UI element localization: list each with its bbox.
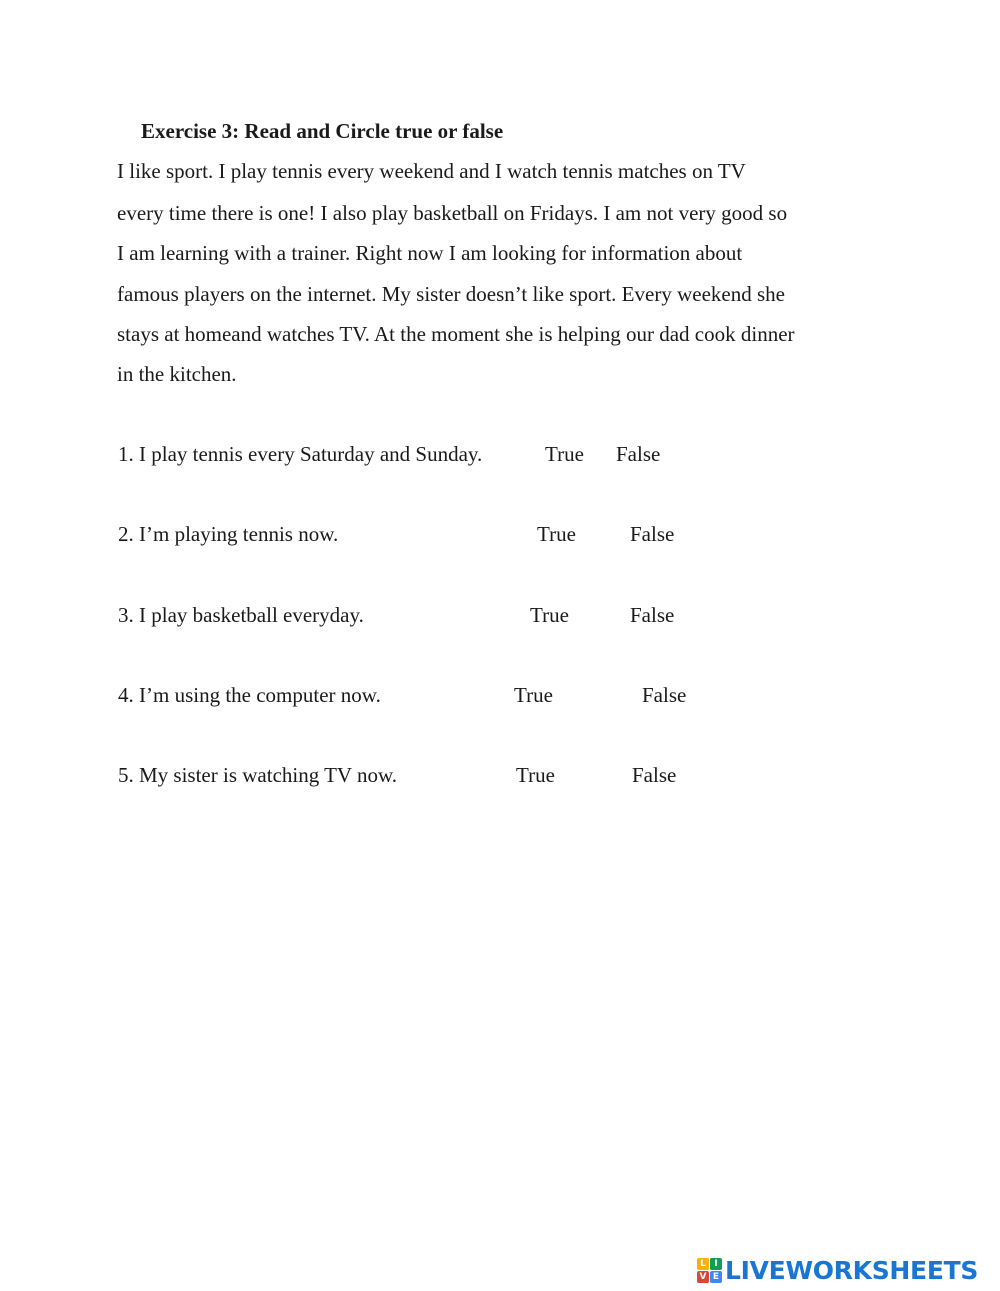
liveworksheets-logo-text: LIVEWORKSHEETS: [725, 1255, 979, 1285]
true-option[interactable]: True: [530, 603, 569, 627]
true-option[interactable]: True: [537, 522, 576, 546]
logo-letter-i: I: [710, 1258, 722, 1270]
passage-line: in the kitchen.: [117, 362, 237, 386]
exercise-title: Exercise 3: Read and Circle true or false: [141, 119, 504, 143]
false-option[interactable]: False: [642, 683, 687, 707]
question-text: 2. I’m playing tennis now.: [118, 522, 339, 546]
false-option[interactable]: False: [632, 763, 677, 787]
question-text: 3. I play basketball everyday.: [118, 603, 364, 627]
passage-line: famous players on the internet. My sister doesn’t like sport. Every weekend she: [117, 282, 785, 306]
true-option[interactable]: True: [516, 763, 555, 787]
question-text: 4. I’m using the computer now.: [118, 683, 381, 707]
passage-line: every time there is one! I also play basketball on Fridays. I am not very good so: [117, 201, 788, 225]
false-option[interactable]: False: [630, 522, 675, 546]
true-option[interactable]: True: [545, 442, 584, 466]
true-option[interactable]: True: [514, 683, 553, 707]
passage-line: I like sport. I play tennis every weekend and I watch tennis matches on TV: [117, 159, 746, 183]
passage-line: stays at homeand watches TV. At the moment she is helping our dad cook dinner: [117, 322, 795, 346]
logo-letter-l: L: [697, 1258, 709, 1270]
logo-letter-e: E: [710, 1271, 722, 1283]
question-text: 1. I play tennis every Saturday and Sunday.: [118, 442, 483, 466]
logo-letter-v: V: [697, 1271, 709, 1283]
false-option[interactable]: False: [616, 442, 661, 466]
liveworksheets-logo-icon: [697, 1258, 722, 1283]
passage-line: I am learning with a trainer. Right now I am looking for information about: [117, 241, 743, 265]
question-text: 5. My sister is watching TV now.: [118, 763, 398, 787]
liveworksheets-logo: [697, 1255, 978, 1285]
false-option[interactable]: False: [630, 603, 675, 627]
